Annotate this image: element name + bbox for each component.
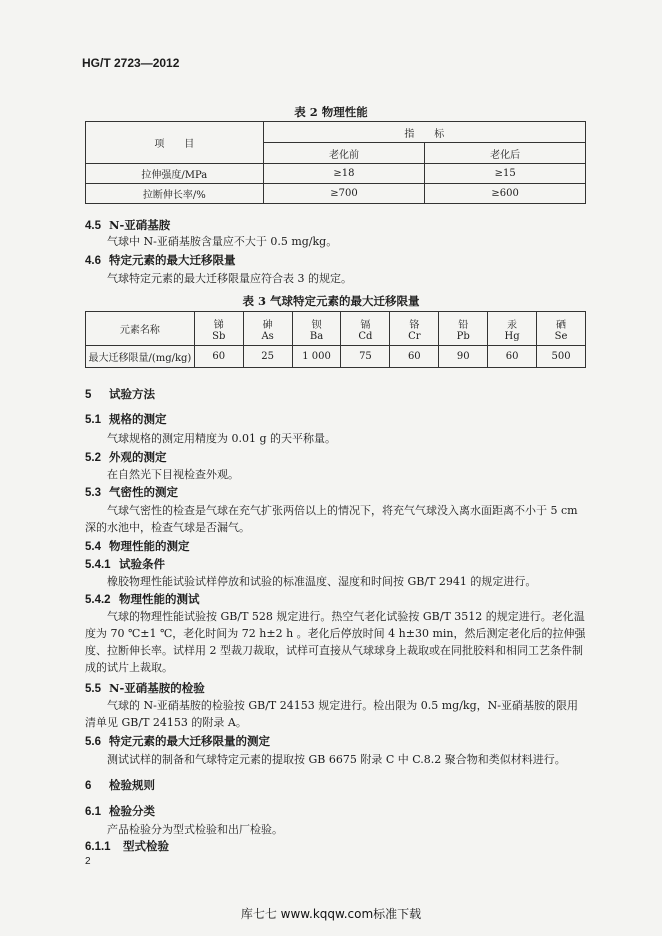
section-title: 规格的测定 bbox=[109, 412, 167, 426]
section-4-6-heading bbox=[85, 252, 236, 268]
section-5-4-heading bbox=[85, 538, 190, 554]
section-4-6-text: 气球特定元素的最大迁移限量应符合表 3 的规定。 bbox=[107, 272, 352, 285]
limit-value: 500 bbox=[537, 346, 586, 368]
element-cell bbox=[243, 312, 292, 346]
page-number: 2 bbox=[85, 856, 91, 867]
element-cell bbox=[439, 312, 488, 346]
element-symbol: Sb bbox=[212, 330, 226, 342]
element-cn: 镉 bbox=[360, 319, 371, 331]
element-symbol: Ba bbox=[309, 330, 324, 342]
section-number: 5.3 bbox=[85, 487, 101, 499]
section-number: 5.4.1 bbox=[85, 559, 111, 571]
section-5-4-1-heading bbox=[85, 556, 165, 572]
section-5-5-heading bbox=[85, 680, 205, 696]
section-4-5-text: 气球中 N-亚硝基胺含量应不大于 0.5 mg/kg。 bbox=[107, 235, 338, 248]
element-symbol: Hg bbox=[504, 330, 520, 342]
section-number: 6.1 bbox=[85, 806, 101, 818]
section-5-2-heading bbox=[85, 449, 167, 465]
section-5-3-heading bbox=[85, 484, 178, 500]
section-number: 4.5 bbox=[85, 220, 101, 232]
section-title: 检验分类 bbox=[109, 804, 155, 818]
section-5-4-2-text: 气球的物理性能试验按 GB/T 528 规定进行。热空气老化试验按 GB/T 3512 的规定进行。老化温度为 70 ℃±1 ℃，老化时间为 72 h±2 h 。老化后停放时间 4 h±30 min，然后测定老化后的拉伸强度、拉断伸长率。试样用 2 型裁刀裁取，试样可直接从气球球身上裁取或在同批胶料和相同工艺条件制成的试片上裁取。 bbox=[85, 610, 586, 674]
table3-caption: 表 3 气球特定元素的最大迁移限量 bbox=[242, 294, 420, 308]
table2-cell-before: ≥18 bbox=[263, 164, 425, 184]
limit-value: 60 bbox=[194, 346, 243, 368]
element-cell bbox=[488, 312, 537, 346]
element-cell bbox=[390, 312, 439, 346]
element-cn: 锑 bbox=[213, 319, 224, 331]
section-title: 检验规则 bbox=[109, 778, 155, 792]
section-number: 6.1.1 bbox=[85, 841, 111, 853]
section-5-1-heading bbox=[85, 411, 167, 427]
section-title: N-亚硝基胺的检验 bbox=[109, 681, 205, 695]
table-row bbox=[86, 164, 586, 184]
section-6-heading bbox=[85, 777, 155, 793]
table2-col-before: 老化前 bbox=[263, 143, 425, 164]
element-cn: 铅 bbox=[458, 319, 469, 331]
limit-value: 90 bbox=[439, 346, 488, 368]
section-5-6-heading bbox=[85, 733, 270, 749]
section-title: 特定元素的最大迁移限量 bbox=[109, 253, 236, 267]
section-title: 物理性能的测试 bbox=[119, 592, 200, 606]
element-cn: 铬 bbox=[409, 319, 420, 331]
section-title: 物理性能的测定 bbox=[109, 539, 190, 553]
table2-col-after: 老化后 bbox=[425, 143, 586, 164]
table2-cell-before: ≥700 bbox=[263, 184, 425, 204]
section-5-4-1-text: 橡胶物理性能试验试样停放和试验的标准温度、湿度和时间按 GB/T 2941 的规定进行。 bbox=[107, 575, 537, 588]
section-5-3-text: 气球气密性的检查是气球在充气扩张两倍以上的情况下，将充气气球没入离水面距离不小于 5 cm 深的水池中，检查气球是否漏气。 bbox=[85, 504, 578, 534]
section-5-5-text: 气球的 N-亚硝基胺的检验按 GB/T 24153 规定进行。检出限为 0.5 mg/kg，N-亚硝基胺的限用清单见 GB/T 24153 的附录 A。 bbox=[85, 699, 578, 729]
element-cell bbox=[341, 312, 390, 346]
table3-header-label: 元素名称 bbox=[86, 312, 195, 346]
section-number: 5.1 bbox=[85, 414, 101, 426]
section-number: 5.4 bbox=[85, 541, 101, 553]
standard-code: HG/T 2723—2012 bbox=[82, 56, 180, 70]
table2-row-label: 拉伸强度/MPa bbox=[86, 164, 264, 184]
section-5-heading bbox=[85, 386, 155, 402]
section-number: 6 bbox=[85, 780, 92, 792]
element-symbol: Cd bbox=[358, 330, 373, 342]
limit-value: 60 bbox=[390, 346, 439, 368]
element-symbol: Pb bbox=[456, 330, 470, 342]
element-symbol: Cr bbox=[408, 330, 421, 342]
section-5-4-2-heading bbox=[85, 591, 200, 607]
section-title: 型式检验 bbox=[123, 839, 169, 853]
section-6-1-1-heading bbox=[85, 838, 169, 854]
table2-cell-after: ≥600 bbox=[425, 184, 586, 204]
section-6-1-text: 产品检验分为型式检验和出厂检验。 bbox=[107, 823, 283, 836]
element-cn: 汞 bbox=[507, 319, 518, 331]
section-title: 气密性的测定 bbox=[109, 485, 178, 499]
section-6-1-heading bbox=[85, 803, 155, 819]
table3 bbox=[85, 311, 586, 368]
section-4-5-heading bbox=[85, 217, 170, 233]
section-title: 试验条件 bbox=[119, 557, 165, 571]
table2 bbox=[85, 121, 586, 204]
section-5-1-text: 气球规格的测定用精度为 0.01 g 的天平称量。 bbox=[107, 432, 337, 445]
section-number: 5 bbox=[85, 389, 92, 401]
table2-col-index: 指 标 bbox=[263, 122, 585, 143]
table2-col-item: 项 目 bbox=[86, 122, 264, 164]
element-cell bbox=[292, 312, 341, 346]
section-number: 5.2 bbox=[85, 452, 101, 464]
section-5-6-text: 测试试样的制备和气球特定元素的提取按 GB 6675 附录 C 中 C.8.2 聚合物和类似材料进行。 bbox=[107, 753, 566, 766]
footer-watermark: 库七七 www.kqqw.com标准下载 bbox=[240, 907, 422, 921]
table-row bbox=[86, 346, 586, 368]
element-cell bbox=[194, 312, 243, 346]
section-5-2-text: 在自然光下目视检查外观。 bbox=[107, 468, 239, 481]
element-cn: 硒 bbox=[556, 319, 567, 331]
limit-value: 25 bbox=[243, 346, 292, 368]
element-symbol: As bbox=[261, 330, 274, 342]
section-number: 5.4.2 bbox=[85, 594, 111, 606]
element-cn: 砷 bbox=[262, 319, 273, 331]
element-symbol: Se bbox=[554, 330, 568, 342]
section-number: 5.5 bbox=[85, 683, 101, 695]
limit-value: 1 000 bbox=[292, 346, 341, 368]
table2-cell-after: ≥15 bbox=[425, 164, 586, 184]
table2-caption: 表 2 物理性能 bbox=[294, 105, 368, 119]
table2-row-label: 拉断伸长率/% bbox=[86, 184, 264, 204]
section-number: 5.6 bbox=[85, 736, 101, 748]
section-title: N-亚硝基胺 bbox=[109, 218, 171, 232]
element-cn: 钡 bbox=[311, 319, 322, 331]
section-title: 外观的测定 bbox=[109, 450, 167, 464]
table-row bbox=[86, 312, 586, 346]
limit-value: 75 bbox=[341, 346, 390, 368]
section-title: 试验方法 bbox=[109, 387, 155, 401]
table-row bbox=[86, 184, 586, 204]
section-number: 4.6 bbox=[85, 255, 101, 267]
element-cell bbox=[537, 312, 586, 346]
table3-row-label: 最大迁移限量/(mg/kg) bbox=[86, 346, 195, 368]
section-title: 特定元素的最大迁移限量的测定 bbox=[109, 734, 270, 748]
limit-value: 60 bbox=[488, 346, 537, 368]
